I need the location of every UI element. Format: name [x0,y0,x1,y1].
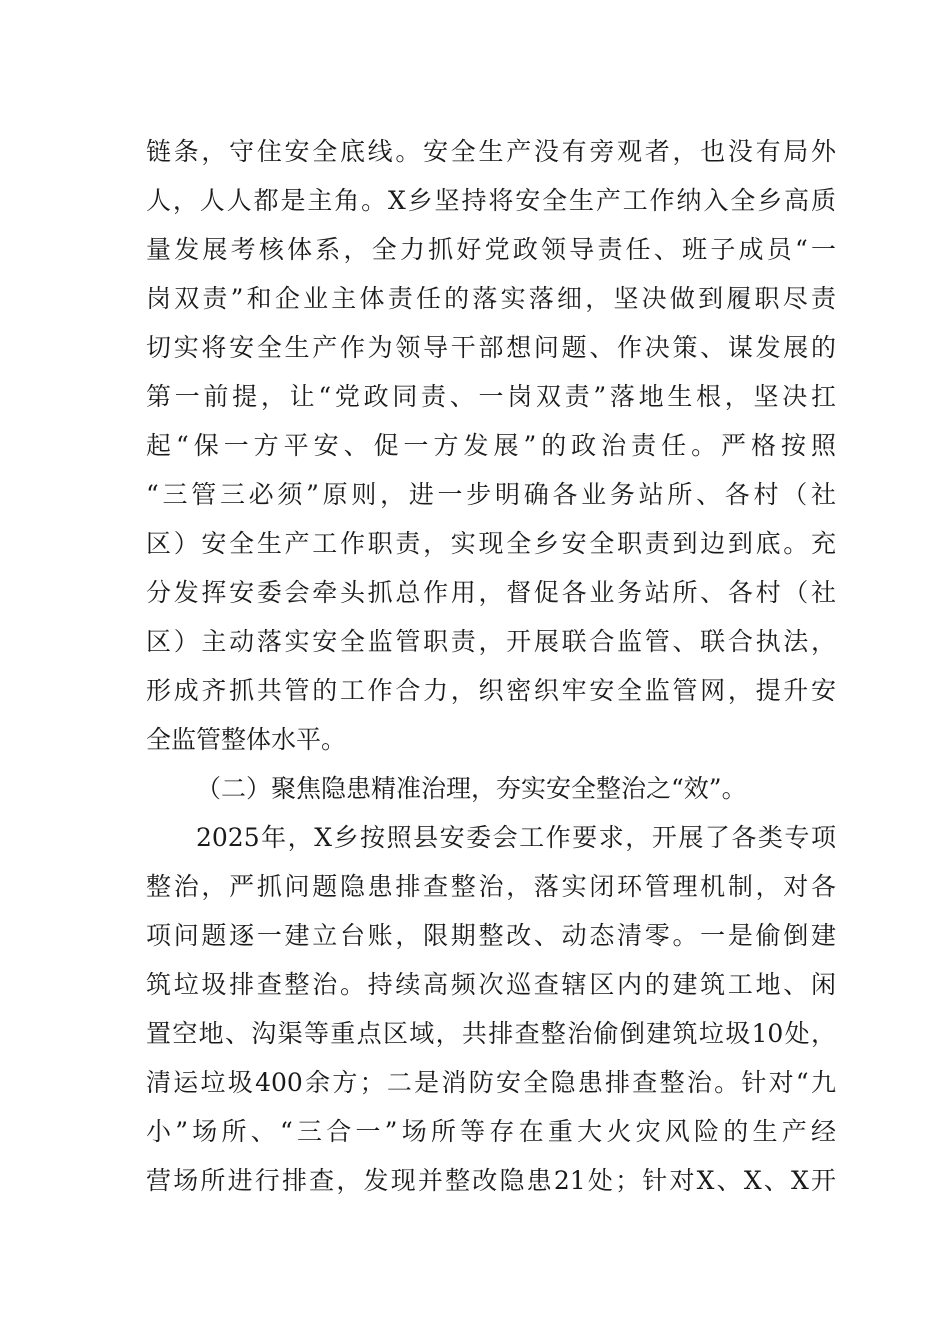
paragraph-2-line-3: 项问题逐一建立台账，限期整改、动态清零。一是偷倒建 [146,921,836,950]
paragraph-1-line-6: 第一前提，让“党政同责、一岗双责”落地生根，坚决扛 [146,382,836,411]
paragraph-2-line-2: 整治，严抓问题隐患排查整治，落实闭环管理机制，对各 [146,872,836,901]
paragraph-1-line-2: 人，人人都是主角。X乡坚持将安全生产工作纳入全乡高质 [146,186,836,215]
paragraph-1-line-1: 链条，守住安全底线。安全生产没有旁观者，也没有局外 [146,137,836,166]
paragraph-2-line-6: 清运垃圾400余方；二是消防安全隐患排查整治。针对“九 [146,1068,836,1097]
paragraph-1-line-4: 岗双责”和企业主体责任的落实落细，坚决做到履职尽责 [146,284,836,313]
paragraph-1-line-9: 区）安全生产工作职责，实现全乡安全职责到边到底。充 [146,529,836,558]
paragraph-2-line-4: 筑垃圾排查整治。持续高频次巡查辖区内的建筑工地、闲 [146,970,836,999]
paragraph-2-line-7: 小”场所、“三合一”场所等存在重大火灾风险的生产经 [146,1117,836,1146]
paragraph-2-line-8: 营场所进行排查，发现并整改隐患21处；针对X、X、X开 [146,1166,836,1195]
paragraph-1-line-7: 起“保一方平安、促一方发展”的政治责任。严格按照 [146,431,836,460]
paragraph-2-line-5: 置空地、沟渠等重点区域，共排查整治偷倒建筑垃圾10处， [146,1019,836,1048]
paragraph-1-line-10: 分发挥安委会牵头抓总作用，督促各业务站所、各村（社 [146,578,836,607]
paragraph-1-line-5: 切实将安全生产作为领导干部想问题、作决策、谋发展的 [146,333,836,362]
paragraph-1-line-11: 区）主动落实安全监管职责，开展联合监管、联合执法， [146,627,836,656]
paragraph-1-line-13: 全监管整体水平。 [146,725,347,754]
paragraph-1-line-12: 形成齐抓共管的工作合力，织密织牢安全监管网，提升安 [146,676,836,705]
paragraph-1-line-3: 量发展考核体系，全力抓好党政领导责任、班子成员“一 [146,235,836,264]
section-heading: （二）聚焦隐患精准治理，夯实安全整治之“效”。 [196,774,747,803]
paragraph-1-line-8: “三管三必须”原则，进一步明确各业务站所、各村（社 [146,480,836,509]
paragraph-2-line-1: 2025年，X乡按照县安委会工作要求，开展了各类专项 [196,823,836,852]
